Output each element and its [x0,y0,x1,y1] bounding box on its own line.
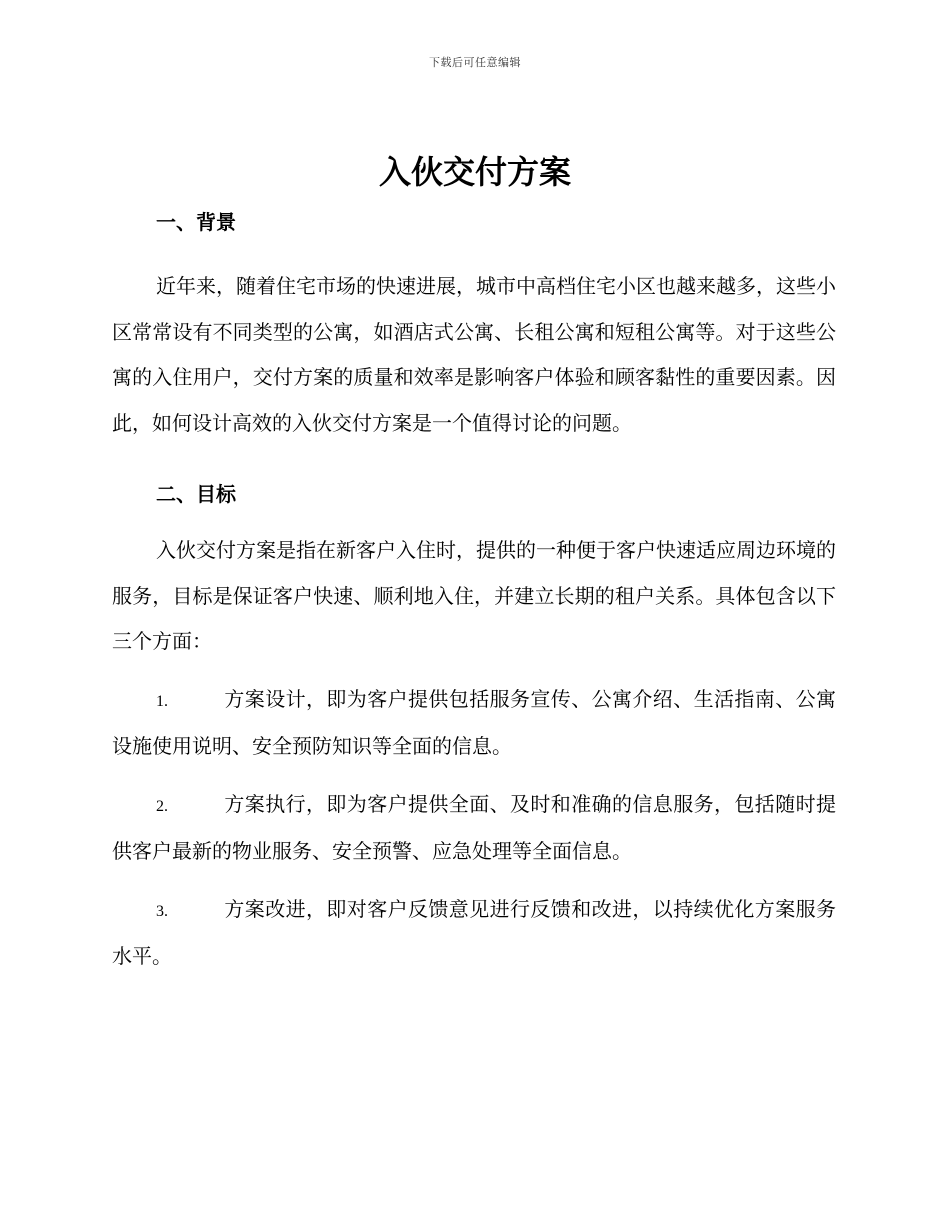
section-heading-goals: 二、目标 [156,482,236,506]
section-heading-background: 一、背景 [156,210,236,234]
list-item-text: 方案设计，即为客户提供包括服务宣传、公寓介绍、生活指南、公寓设施使用说明、安全预防知识等全面的信息。 [112,686,836,758]
goals-paragraph: 入伙交付方案是指在新客户入住时，提供的一种便于客户快速适应周边环境的服务，目标是保证客户快速、顺利地入住，并建立长期的租户关系。具体包含以下三个方面： [112,538,836,653]
list-item [112,887,836,980]
list-item [112,782,836,875]
list-item-number: 3. [156,902,168,920]
list-item-number: 1. [156,692,168,710]
document-title: 入伙交付方案 [378,153,571,191]
list-item-text: 方案执行，即为客户提供全面、及时和准确的信息服务，包括随时提供客户最新的物业服务、安全预警、应急处理等全面信息。 [112,791,836,863]
list-item-text: 方案改进，即对客户反馈意见进行反馈和改进，以持续优化方案服务水平。 [112,896,836,968]
list-item-number: 2. [156,797,168,815]
document-body [112,200,836,980]
page-header: 下载后可任意编辑 [429,56,521,69]
background-paragraph: 近年来，随着住宅市场的快速进展，城市中高档住宅小区也越来越多，这些小区常常设有不同类型的公寓，如酒店式公寓、长租公寓和短租公寓等。对于这些公寓的入住用户，交付方案的质量和效率是影响客户体验和顾客黏性的重要因素。因此，如何设计高效的入伙交付方案是一个值得讨论的问题。 [112,274,836,435]
list-item [112,677,836,770]
